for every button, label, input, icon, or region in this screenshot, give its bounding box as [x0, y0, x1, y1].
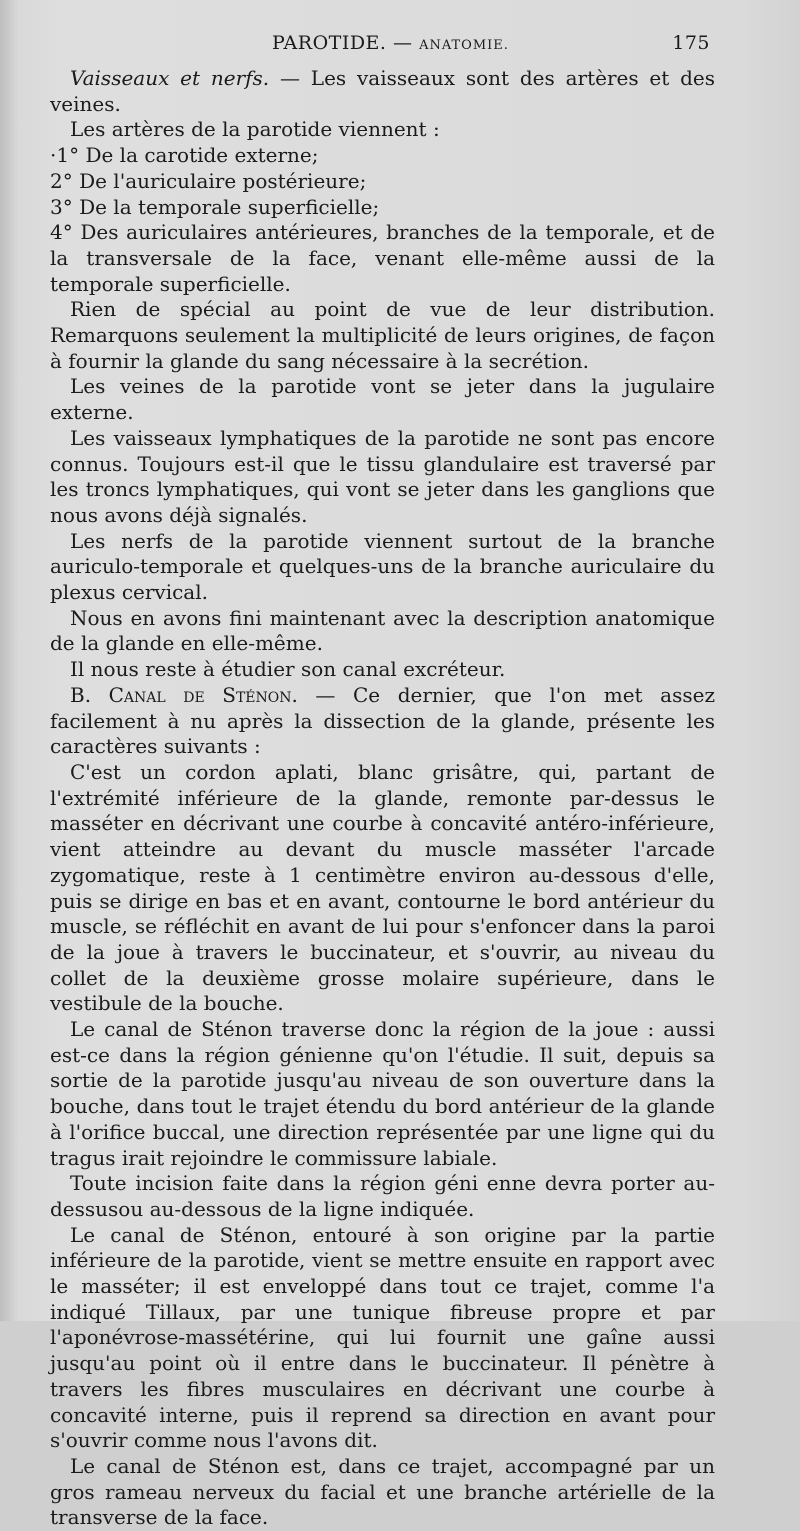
list-item — [50, 143, 715, 169]
paragraph — [50, 374, 715, 425]
paragraph-text: — Les vaisseaux sont des artères et des veines. — [50, 66, 715, 116]
paragraph-text: Nous en avons fini maintenant avec la description anatomique de la glande en elle-même. — [50, 605, 715, 656]
paragraph-text: Les artères de la parotide viennent : — [70, 117, 440, 142]
paragraph-text: Toute incision faite dans la région géni enne devra porter au-dessusou au-dessous de la ligne indiquée. — [50, 1171, 715, 1221]
paragraph — [50, 606, 715, 657]
paragraph — [50, 1171, 715, 1222]
page-number: 175 — [672, 32, 710, 54]
paragraph-text: 4° Des auriculaires antérieures, branches de la temporale, et de la transversale de la face, venant elle-même aussi de la temporale superficielle. — [50, 220, 715, 296]
paragraph — [50, 1017, 715, 1171]
paragraph-text: Les veines de la parotide vont se jeter dans la jugulaire externe. — [50, 374, 715, 425]
body-text — [50, 66, 715, 1531]
list-item — [50, 220, 715, 297]
bleed-through-footer — [95, 1241, 710, 1261]
paragraph — [50, 66, 715, 117]
paragraph-text: 2° De l'auriculaire postérieure; — [50, 168, 367, 193]
paragraph-text: Le canal de Sténon est, dans ce trajet, accompagné par un gros rameau nerveux du facial et une branche artérielle de la transverse de la face. — [50, 1453, 715, 1530]
paragraph-text: C'est un cordon aplati, blanc grisâtre, qui, partant de l'extrémité inférieure de la glande, remonte par-dessus le masséter en décrivant une courbe à concavité antéro-inférieure, vient atteindre au devant du muscle masséter l'arcade zygomatique, reste à 1 centimètre environ au-dessous d'elle, puis se dirige en bas et en avant, contourne le bord antérieur du muscle, se réfléchit en avant de lui pour s'enfoncer dans la paroi de la joue à travers le buccinateur, et s'ouvrir, au niveau du collet de la deuxième grosse molaire supérieure, dans le vestibule de la bouche. — [50, 759, 715, 1016]
running-title — [272, 32, 509, 54]
list-item — [50, 169, 715, 195]
list-item — [50, 195, 715, 221]
paragraph-lead-italic: Vaisseaux et nerfs. — [70, 66, 270, 90]
paragraph-text: Rien de spécial au point de vue de leur distribution. Remarquons seulement la multiplicité de leurs origines, de façon à fournir la glande du sang nécessaire à la secrétion. — [50, 297, 715, 373]
running-title-main: PAROTIDE. — [272, 32, 387, 54]
running-title-section: ANATOMIE. — [419, 38, 509, 53]
paragraph — [50, 529, 715, 606]
paragraph — [50, 426, 715, 529]
paragraph-text: Il nous reste à étudier son canal excréteur. — [70, 657, 506, 682]
paragraph — [50, 683, 715, 760]
paragraph-text: ·1° De la carotide externe; — [50, 143, 319, 168]
paragraph-text: Le canal de Sténon, entouré à son origine par la partie inférieure de la parotide, vient se mettre ensuite en rapport avec le masséter; il est enveloppé dans tout ce trajet, comme l'a indiqué Tillaux, par une tunique fibreuse propre et par l'aponévrose-massétérine, qui lui fournit une gaîne aussi jusqu'au point où il entre dans le buccinateur. Il pénètre à travers les fibres musculaires en décrivant une courbe à concavité interne, puis il reprend sa direction en avant pour s'ouvrir comme nous l'avons dit. — [50, 1222, 715, 1453]
section-heading: B. Canal de Sténon. — [70, 682, 298, 707]
paragraph-text: Le canal de Sténon traverse donc la région de la joue : aussi est-ce dans la région génienne qu'on l'étudie. Il suit, depuis sa sortie de la parotide jusqu'au niveau de son ouverture dans la bouche, dans tout le trajet étendu du bord antérieur de la glande à l'orifice buccal, une direction représentée par une ligne qui du tragus irait rejoindre le commissure labiale. — [50, 1017, 715, 1170]
paragraph-text: — Ce dernier, que l'on met assez facilement à nu après la dissection de la glande, présente les caractères suivants : — [50, 682, 715, 759]
paragraph — [50, 297, 715, 374]
paragraph-text: Les vaisseaux lymphatiques de la parotide ne sont pas encore connus. Toujours est-il que le tissu glandulaire est traversé par les troncs lymphatiques, qui vont se jeter dans les ganglions que nous avons déjà signalés. — [50, 425, 715, 527]
paragraph — [50, 760, 715, 1017]
paragraph-text: 3° De la temporale superficielle; — [50, 194, 380, 219]
paragraph — [50, 1454, 715, 1531]
running-head — [52, 30, 710, 56]
paragraph — [50, 117, 715, 143]
paragraph — [50, 657, 715, 683]
running-title-dash: — — [386, 32, 420, 54]
paragraph-text: Les nerfs de la parotide viennent surtout de la branche auriculo-temporale et quelques-uns de la branche auriculaire du plexus cervical. — [50, 528, 715, 605]
